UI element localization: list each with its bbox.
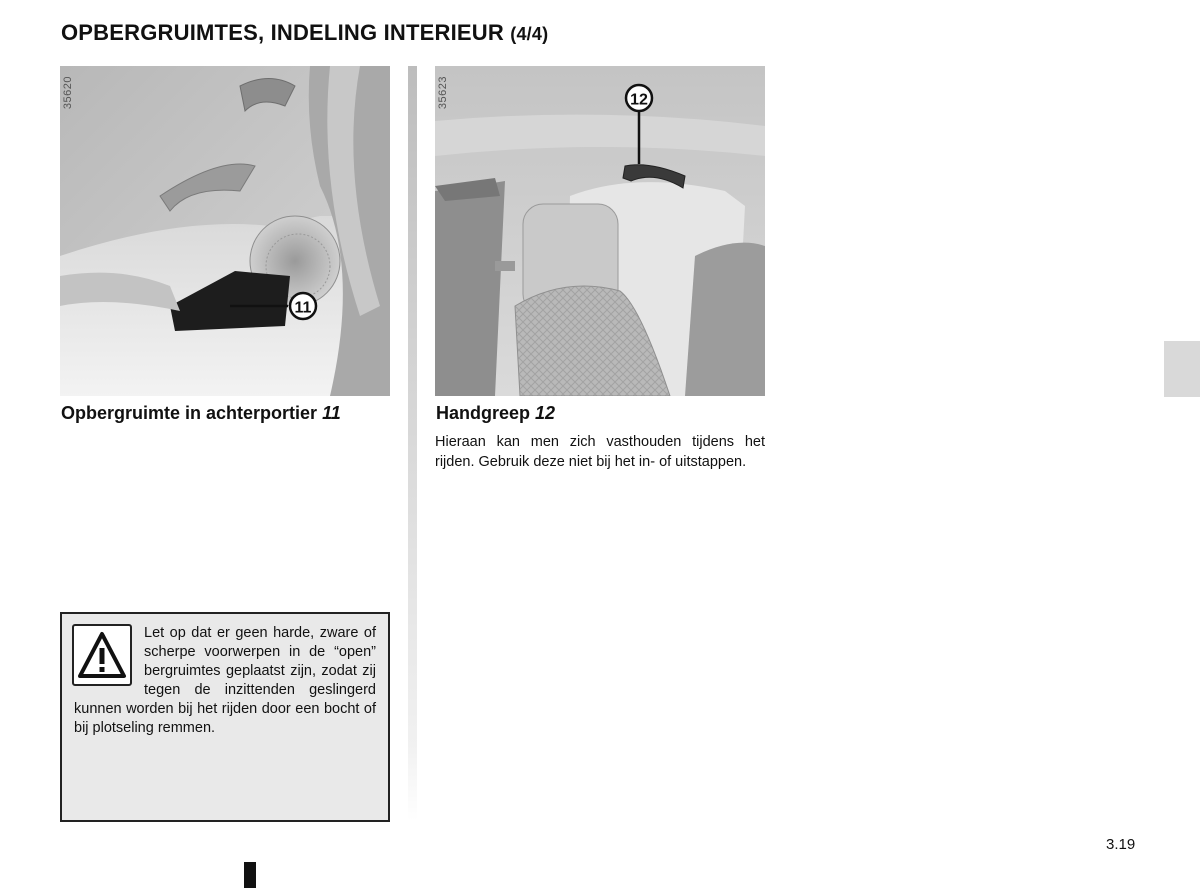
grab-handle-illustration	[435, 66, 765, 396]
warning-text: Let op dat er geen harde, zware of scherpe voorwerpen in de “open” bergruimtes geplaatst zijn, zodat zij tegen de inzittenden geslingerd kunnen worden bij het rijden door een bocht of bij plotseling remmen.	[74, 625, 376, 736]
figure-grab-handle	[435, 66, 765, 396]
grab-handle-description: Hieraan kan men zich vasthouden tijdens het rijden. Gebruik deze niet bij het in- of uitstappen.	[435, 434, 765, 470]
caption-number: 11	[322, 403, 341, 423]
column-divider	[408, 66, 417, 821]
callout-12: 12	[630, 91, 648, 109]
figure-rear-door-storage	[60, 66, 390, 396]
caption-rear-door-storage	[61, 403, 341, 424]
warning-text-block	[74, 624, 376, 738]
chapter-tab	[1164, 341, 1200, 397]
page-number: 3.19	[1106, 836, 1136, 853]
title-text: OPBERGRUIMTES, INDELING INTERIEUR	[61, 20, 504, 45]
warning-box	[60, 612, 390, 822]
figure-code: 35620	[62, 76, 74, 110]
page-title	[61, 20, 548, 46]
title-part-indicator: (4/4)	[510, 24, 549, 44]
caption-text: Handgreep	[436, 403, 531, 423]
figure-code: 35623	[437, 76, 449, 110]
callout-11: 11	[294, 299, 312, 317]
crop-mark	[244, 862, 256, 888]
caption-grab-handle	[436, 403, 555, 424]
rear-door-illustration	[60, 66, 390, 396]
caption-text: Opbergruimte in achterportier	[61, 403, 318, 423]
caption-number: 12	[535, 403, 556, 423]
